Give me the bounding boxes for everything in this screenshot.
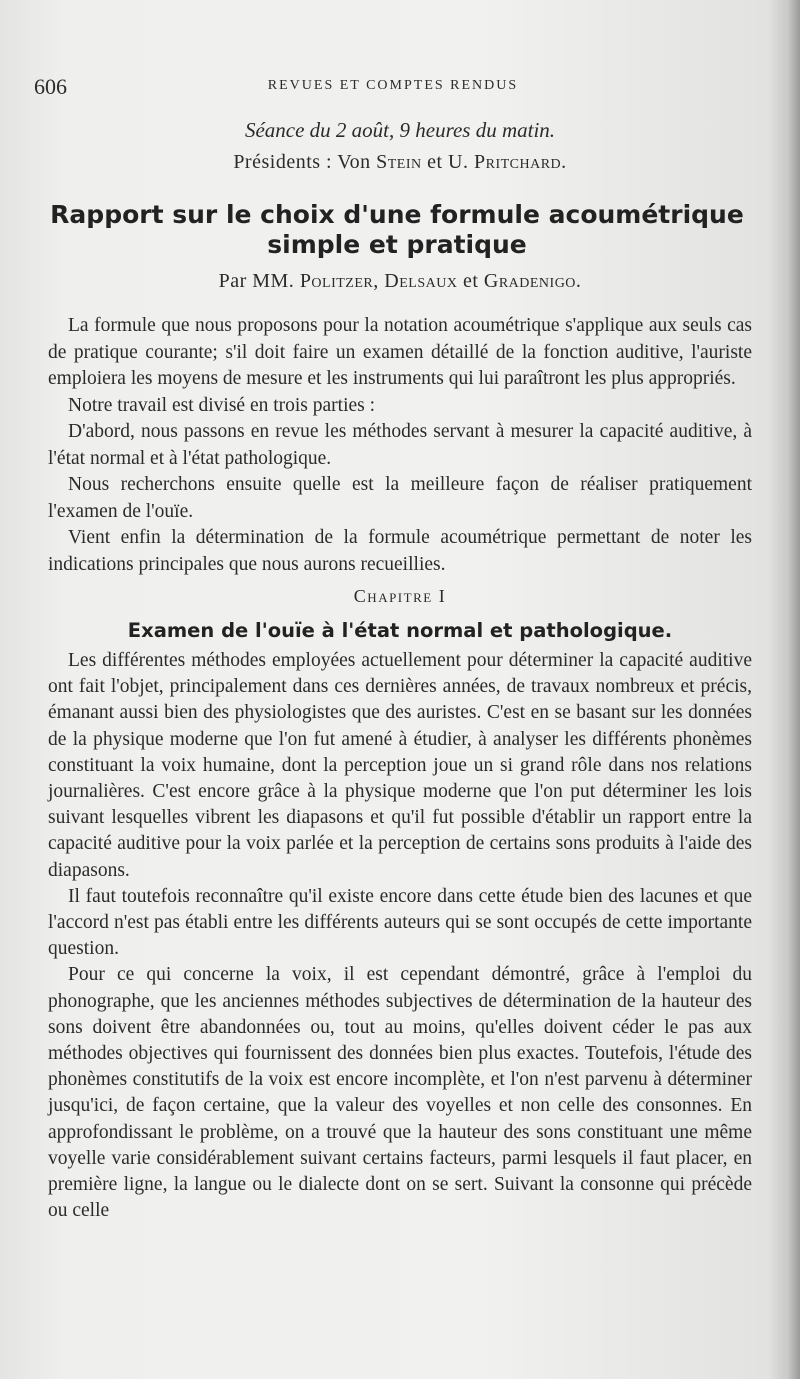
president-name: Pritchard. (473, 151, 567, 173)
article-title: Rapport sur le choix d'une formule acoumétrique simple et pratique (50, 200, 744, 259)
paragraph: Nous recherchons ensuite quelle est la meilleure façon de réaliser pratiquement l'examen de l'ouïe. (48, 474, 752, 522)
paragraph: D'abord, nous passons en revue les méthodes servant à mesurer la capacité auditive, à l'état normal et à l'état pathologique. (48, 421, 752, 469)
authors-line (48, 270, 752, 293)
president-name: Stein (376, 151, 422, 173)
running-head (34, 70, 752, 100)
presidents-label: Présidents : Von (233, 151, 371, 173)
paragraph: La formule que nous proposons pour la notation acoumétrique s'applique aux seuls cas de pratique courante; s'il doit faire un examen détaillé de la fonction auditive, l'auriste emploiera les moyens de mesure et les instruments qui lui paraîtront les plus appropriés. (48, 315, 752, 389)
chapter-label: Chapitre I (353, 586, 447, 606)
journal-title: REVUES ET COMPTES RENDUS (267, 78, 519, 93)
author-name: Gradenigo. (483, 270, 582, 292)
paragraph: Notre travail est divisé en trois parties : (68, 394, 376, 416)
authors-connector: et (462, 270, 479, 292)
page-number: 606 (34, 74, 67, 99)
chapter-title: Examen de l'ouïe à l'état normal et pathologique. (127, 619, 673, 642)
presidents-line (48, 151, 752, 174)
paragraph: Les différentes méthodes employées actuellement pour déterminer la capacité auditive ont fait l'objet, principalement dans ces dernières années, de travaux nombreux et précis, émanant aussi bien des physiologistes que des auristes. C'est en se basant sur les données de la physique moderne que l'on fut amené à étudier, à analyser les différents phonèmes constituant la voix humaine, dont la perception joue un si grand rôle dans nos relations journalières. C'est encore grâce à la physique moderne que l'on put déterminer les lois suivant lesquelles vibrent les diapasons et qu'il fut possible d'établir un rapport entre la capacité auditive pour la voix parlée et la perception de certains sons produits à l'aide des diapasons. (48, 650, 752, 881)
paragraph: Il faut toutefois reconnaître qu'il existe encore dans cette étude bien des lacunes et que l'accord n'est pas établi entre les différents auteurs qui se sont occupés de cette importante question. (48, 885, 752, 960)
author-name: Politzer, (299, 270, 379, 292)
author-name: Delsaux (384, 270, 458, 292)
presidents-connector: et U. (427, 151, 469, 173)
page-spine-shadow (786, 0, 800, 1379)
session-line: Séance du 2 août, 9 heures du matin. (244, 118, 556, 142)
authors-prefix: Par MM. (218, 270, 295, 292)
chapter-body (48, 648, 752, 1224)
paragraph: Vient enfin la détermination de la formule acoumétrique permettant de noter les indications principales que nous aurons recueillies. (48, 527, 752, 575)
intro-section (48, 313, 752, 578)
paragraph: Pour ce qui concerne la voix, il est cependant démontré, grâce à l'emploi du phonographe, que les anciennes méthodes subjectives de détermination de la hauteur des sons doivent être abandonnées ou, tout au moins, qu'elles doivent céder le pas aux méthodes objectives qui fournissent des données bien plus exactes. Toutefois, l'étude des phonèmes constitutifs de la voix est encore incomplète, et l'on n'est parvenu à déterminer jusqu'ici, de façon certaine, que la valeur des voyelles et non celle des consonnes. En approfondissant le problème, on a trouvé que la hauteur des sons constituant une même voyelle varie considérablement suivant certains facteurs, parmi lesquels il faut placer, en première ligne, la langue ou le dialecte dont on se sert. Suivant la consonne qui précède ou celle (48, 964, 752, 1222)
